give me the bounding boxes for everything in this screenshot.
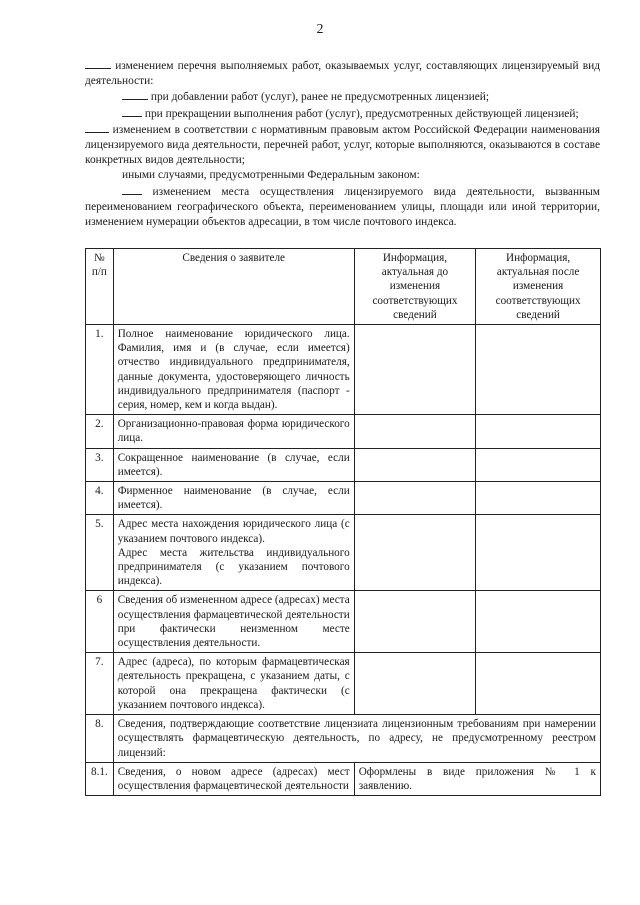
- cell-after[interactable]: [476, 591, 601, 653]
- row-desc: [113, 515, 354, 591]
- row-num: 8.1.: [86, 762, 114, 795]
- cell-before[interactable]: [354, 415, 476, 448]
- header-num: № п/п: [86, 249, 114, 325]
- cell-before[interactable]: [354, 325, 476, 415]
- table-row: [86, 482, 601, 515]
- header-before: Информация, актуальная до изменения соответствующих сведений: [354, 249, 476, 325]
- cell-after[interactable]: [476, 482, 601, 515]
- row-num: 7.: [86, 653, 114, 715]
- table-header-row: [86, 249, 601, 325]
- cell-after[interactable]: [476, 415, 601, 448]
- cell-after[interactable]: [476, 448, 601, 481]
- applicant-info-table: [85, 248, 601, 796]
- row-desc: Фирменное наименование (в случае, если имеется).: [113, 482, 354, 515]
- row-note: Оформлены в виде приложения № 1 к заявлению.: [354, 762, 600, 795]
- row-desc: Сведения, подтверждающие соответствие лицензиата лицензионным требованиям при намерении осуществлять фармацевтическую деятельность, по адресу, не предусмотренному реестром лицензий:: [113, 715, 600, 763]
- cell-after[interactable]: [476, 325, 601, 415]
- page-number: 2: [316, 22, 324, 37]
- row-desc: Полное наименование юридического лица. Фамилия, имя и (в случае, если имеется) отчество индивидуального предпринимателя, данные документа, удостоверяющего личность индивидуального предпринимателя (паспорт - серия, номер, кем и когда выдан).: [113, 325, 354, 415]
- cell-before[interactable]: [354, 591, 476, 653]
- row-num: 4.: [86, 482, 114, 515]
- intro-paragraph: изменением места осуществления лицензируемого вида деятельности, вызванным переименованием географического объекта, переименованием улицы, площади или иной территории, изменением нумерации объектов адресации, в том числе почтового индекса.: [85, 185, 600, 229]
- table-row: [86, 448, 601, 481]
- checkbox-blank[interactable]: [85, 58, 111, 69]
- checkbox-blank[interactable]: [122, 89, 148, 100]
- table-row: [86, 653, 601, 715]
- row-num: 2.: [86, 415, 114, 448]
- intro-paragraph: иными случаями, предусмотренными Федеральным законом:: [122, 169, 420, 182]
- row-num: 3.: [86, 448, 114, 481]
- row-num: 6: [86, 591, 114, 653]
- intro-paragraph: при прекращении выполнения работ (услуг), предусмотренных действующей лицензией;: [85, 106, 600, 122]
- row-num: 5.: [86, 515, 114, 591]
- table-row: [86, 415, 601, 448]
- table-row: [86, 715, 601, 763]
- cell-after[interactable]: [476, 653, 601, 715]
- intro-paragraph: изменением перечня выполняемых работ, оказываемых услуг, составляющих лицензируемый вид деятельности:: [85, 60, 600, 88]
- row-num: 1.: [86, 325, 114, 415]
- header-after: Информация, актуальная после изменения соответствующих сведений: [476, 249, 601, 325]
- checkbox-blank[interactable]: [122, 106, 142, 117]
- row-desc: Адрес (адреса), по которым фармацевтическая деятельность прекращена, с указанием даты, с которой она прекращена фактически (с указанием почтового индекса).: [113, 653, 354, 715]
- intro-paragraph: изменением в соответствии с нормативным правовым актом Российской Федерации наименования лицензируемого вида деятельности, перечней работ, услуг, которые выполняются, оказываются в составе конкретных видов деятельности;: [85, 123, 600, 167]
- intro-paragraph: при добавлении работ (услуг), ранее не предусмотренных лицензией;: [85, 89, 600, 105]
- table-row: [86, 515, 601, 591]
- cell-before[interactable]: [354, 448, 476, 481]
- row-desc: Сокращенное наименование (в случае, если имеется).: [113, 448, 354, 481]
- checkbox-blank[interactable]: [122, 184, 142, 195]
- row-num: 8.: [86, 715, 114, 763]
- table-row: [86, 762, 601, 795]
- intro-text: [85, 58, 600, 230]
- table-row: [86, 325, 601, 415]
- row-desc: Организационно-правовая форма юридического лица.: [113, 415, 354, 448]
- cell-before[interactable]: [354, 653, 476, 715]
- table-row: [86, 591, 601, 653]
- cell-before[interactable]: [354, 515, 476, 591]
- row-desc-part: Адрес места нахождения юридического лица (с указанием почтового индекса).: [117, 518, 350, 545]
- cell-before[interactable]: [354, 482, 476, 515]
- row-desc: Сведения об измененном адресе (адресах) места осуществления фармацевтической деятельности при фактически неизменном месте осуществления деятельности.: [113, 591, 354, 653]
- checkbox-blank[interactable]: [85, 122, 109, 133]
- header-info: Сведения о заявителе: [113, 249, 354, 325]
- row-desc: Сведения, о новом адресе (адресах) мест осуществления фармацевтической деятельности: [113, 762, 354, 795]
- row-desc-part: Адрес места жительства индивидуального предпринимателя (с указанием почтового индекса).: [117, 546, 350, 588]
- cell-after[interactable]: [476, 515, 601, 591]
